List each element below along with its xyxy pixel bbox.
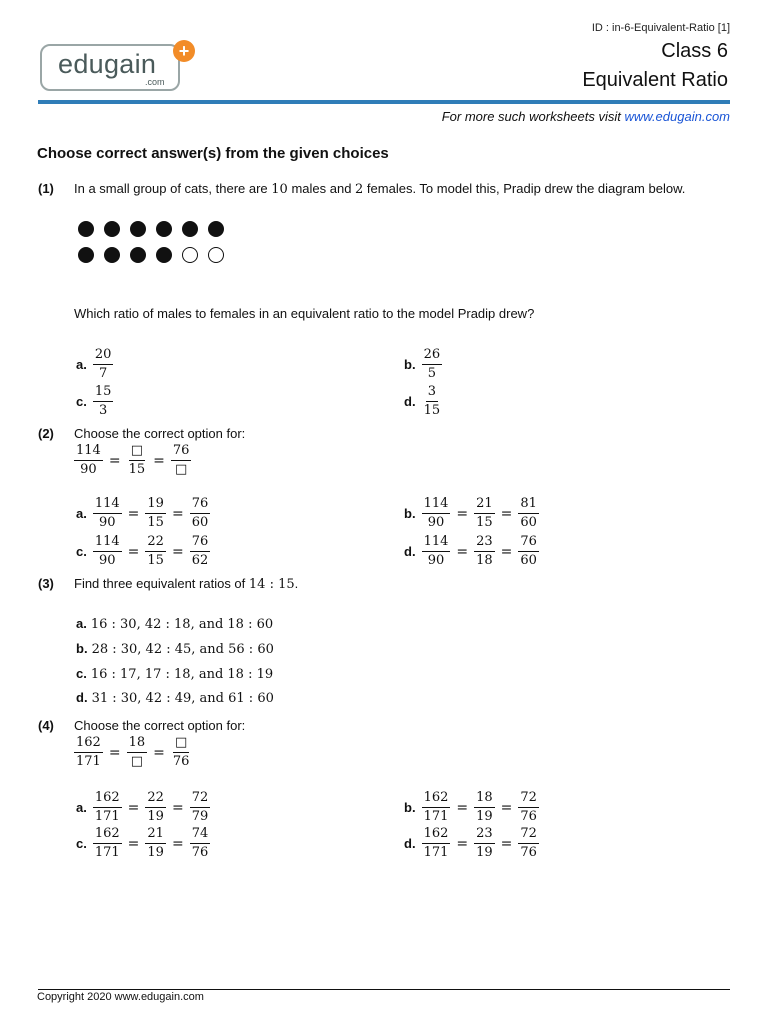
- denominator: 90: [80, 462, 97, 477]
- numerator: 114: [74, 443, 103, 461]
- fraction: [518, 534, 539, 569]
- filled-dot: [130, 247, 146, 263]
- equals-sign: =: [153, 744, 165, 761]
- denominator: 19: [147, 809, 164, 824]
- q2-prompt-equation: [72, 443, 193, 478]
- q3-text-main: Find three equivalent ratios of: [74, 576, 249, 591]
- fraction: [518, 790, 539, 825]
- q1-males: 10: [271, 182, 288, 197]
- numerator: □: [129, 443, 145, 461]
- option-label: b.: [404, 800, 416, 815]
- numerator: 15: [93, 384, 114, 402]
- option-label: c.: [76, 394, 87, 409]
- numerator: 72: [518, 790, 539, 808]
- denominator: 171: [423, 809, 449, 824]
- equals-sign: =: [127, 799, 140, 816]
- denominator: 90: [98, 515, 116, 530]
- filled-dot: [78, 247, 94, 263]
- option-label: c.: [76, 666, 87, 681]
- q3-number: (3): [38, 576, 54, 591]
- denominator: □: [130, 754, 143, 769]
- fraction: [190, 826, 211, 861]
- equals-sign: =: [127, 543, 140, 560]
- denominator: 60: [520, 515, 537, 530]
- option-label: b.: [404, 357, 416, 372]
- denominator: 60: [520, 553, 537, 568]
- fraction: [190, 496, 211, 531]
- denominator: 60: [191, 515, 209, 530]
- fraction: [145, 534, 166, 569]
- logo-wordmark: edugain: [58, 49, 157, 79]
- class-title: Class 6: [661, 40, 728, 62]
- numerator: 21: [474, 496, 495, 514]
- document-id: ID : in-6-Equivalent-Ratio [1]: [591, 22, 730, 34]
- denominator: 15: [147, 515, 164, 530]
- fraction: [74, 735, 103, 770]
- equals-sign: =: [171, 835, 184, 852]
- q1-text-c: females. To model this, Pradip drew the diagram below.: [363, 181, 686, 196]
- fraction: [422, 826, 451, 861]
- q1-option-c[interactable]: [76, 384, 115, 419]
- q2-option-d[interactable]: [404, 534, 541, 569]
- option-label: d.: [404, 836, 416, 851]
- q1-text-a: In a small group of cats, there are: [74, 181, 272, 196]
- denominator: 90: [98, 553, 116, 568]
- empty-dot: [208, 247, 224, 263]
- option-label: b.: [404, 506, 416, 521]
- denominator: 19: [147, 845, 164, 860]
- denominator: 18: [476, 553, 493, 568]
- plus-icon: +: [173, 40, 195, 62]
- numerator: 76: [518, 534, 539, 552]
- option-label: d.: [404, 394, 416, 409]
- fraction: [190, 790, 211, 825]
- equals-sign: =: [108, 744, 121, 761]
- option-label: c.: [76, 544, 87, 559]
- numerator: 162: [93, 826, 122, 844]
- fraction: [171, 443, 192, 478]
- q1-females: 2: [355, 182, 364, 197]
- denominator: 15: [147, 553, 164, 568]
- numerator: 23: [474, 826, 495, 844]
- denominator: 5: [427, 366, 436, 381]
- filled-dot: [78, 221, 94, 237]
- numerator: 162: [422, 826, 451, 844]
- denominator: 62: [191, 553, 209, 568]
- header-divider: [38, 100, 730, 104]
- numerator: 114: [93, 496, 122, 514]
- option-ratios: 16 : 30, 42 : 18, and 18 : 60: [90, 617, 274, 632]
- denominator: 76: [172, 754, 190, 769]
- fraction: [474, 534, 495, 569]
- denominator: 76: [520, 809, 537, 824]
- numerator: 162: [422, 790, 451, 808]
- numerator: 18: [474, 790, 495, 808]
- numerator: 3: [426, 384, 438, 402]
- denominator: 15: [423, 403, 441, 418]
- numerator: 162: [74, 735, 103, 753]
- filled-dot: [156, 247, 172, 263]
- numerator: 21: [145, 826, 166, 844]
- denominator: 3: [98, 403, 108, 418]
- numerator: □: [173, 735, 189, 753]
- denominator: 171: [94, 845, 120, 860]
- option-label: d.: [404, 544, 416, 559]
- q2-option-b[interactable]: [404, 496, 541, 531]
- numerator: 26: [422, 347, 443, 365]
- fraction: [145, 826, 166, 861]
- option-ratios: 31 : 30, 42 : 49, and 61 : 60: [91, 691, 274, 706]
- equals-sign: =: [456, 543, 469, 560]
- filled-dot: [130, 221, 146, 237]
- option-ratios: 16 : 17, 17 : 18, and 18 : 19: [90, 667, 274, 682]
- topic-title: Equivalent Ratio: [582, 69, 728, 91]
- q3-option-d[interactable]: [76, 690, 274, 706]
- equals-sign: =: [456, 835, 469, 852]
- fraction: [93, 826, 122, 861]
- fraction: [145, 790, 166, 825]
- fraction: [171, 735, 192, 770]
- fraction: [518, 496, 539, 531]
- numerator: 162: [93, 790, 122, 808]
- numerator: 23: [474, 534, 495, 552]
- numerator: 19: [145, 496, 166, 514]
- equals-sign: =: [500, 543, 513, 560]
- q1-option-b[interactable]: [404, 347, 444, 382]
- q3-text: [74, 576, 298, 592]
- q2-option-c[interactable]: [76, 534, 212, 569]
- filled-dot: [104, 247, 120, 263]
- q2-option-a[interactable]: [76, 496, 212, 531]
- numerator: 81: [518, 496, 539, 514]
- numerator: 74: [190, 826, 211, 844]
- q4-option-c[interactable]: [76, 826, 212, 861]
- promo-link[interactable]: www.edugain.com: [624, 109, 730, 124]
- numerator: 22: [145, 534, 166, 552]
- q3-option-c[interactable]: [76, 666, 273, 682]
- filled-dot: [104, 221, 120, 237]
- promo-text: [442, 109, 730, 124]
- numerator: 76: [190, 534, 211, 552]
- fraction: [93, 790, 122, 825]
- equals-sign: =: [500, 835, 513, 852]
- fraction: [93, 496, 122, 531]
- equals-sign: =: [171, 505, 184, 522]
- numerator: 114: [422, 534, 451, 552]
- numerator: 72: [190, 790, 211, 808]
- equals-sign: =: [500, 799, 513, 816]
- q1-number: (1): [38, 181, 54, 196]
- q1-option-a[interactable]: [76, 347, 115, 382]
- denominator: □: [174, 462, 188, 477]
- numerator: 76: [171, 443, 192, 461]
- promo-prefix: For more such worksheets visit: [441, 109, 625, 124]
- denominator: 90: [427, 515, 445, 530]
- option-label: a.: [76, 506, 87, 521]
- fraction: [145, 496, 166, 531]
- numerator: 72: [518, 826, 539, 844]
- denominator: 15: [476, 515, 493, 530]
- option-label: b.: [76, 641, 88, 656]
- fraction: [127, 443, 148, 478]
- fraction: [474, 496, 495, 531]
- q4-option-a[interactable]: [76, 790, 212, 825]
- filled-dot: [208, 221, 224, 237]
- equals-sign: =: [127, 835, 140, 852]
- equals-sign: =: [108, 452, 121, 469]
- denominator: 171: [76, 754, 101, 769]
- numerator: 76: [190, 496, 211, 514]
- q1-question: Which ratio of males to females in an equivalent ratio to the model Pradip drew?: [74, 306, 535, 321]
- q4-text: Choose the correct option for:: [74, 718, 246, 733]
- denominator: 76: [520, 845, 537, 860]
- equals-sign: =: [500, 505, 513, 522]
- option-label: a.: [76, 800, 87, 815]
- numerator: 22: [145, 790, 166, 808]
- option-fraction: [422, 384, 443, 419]
- footer-divider: [38, 989, 730, 990]
- equals-sign: =: [456, 799, 469, 816]
- denominator: 90: [427, 553, 445, 568]
- denominator: 79: [191, 809, 209, 824]
- fraction: [422, 534, 451, 569]
- option-fraction: [422, 347, 443, 382]
- fraction: [422, 496, 451, 531]
- option-ratios: 28 : 30, 42 : 45, and 56 : 60: [91, 642, 274, 657]
- q3-text-end: .: [294, 576, 299, 591]
- filled-dot: [156, 221, 172, 237]
- equals-sign: =: [171, 799, 184, 816]
- numerator: 20: [93, 347, 114, 365]
- numerator: 114: [93, 534, 122, 552]
- fraction: [474, 790, 495, 825]
- denominator: 171: [94, 809, 120, 824]
- equals-sign: =: [153, 452, 165, 469]
- edugain-logo: [40, 44, 180, 91]
- q1-option-d[interactable]: [404, 384, 444, 419]
- fraction: [518, 826, 539, 861]
- denominator: 19: [476, 845, 493, 860]
- numerator: 114: [422, 496, 451, 514]
- q1-text-b: males and: [287, 181, 356, 196]
- q2-text: Choose the correct option for:: [74, 426, 246, 441]
- fraction: [422, 790, 451, 825]
- option-label: d.: [76, 690, 88, 705]
- q4-number: (4): [38, 718, 54, 733]
- fraction: [474, 826, 495, 861]
- equals-sign: =: [456, 505, 469, 522]
- q4-prompt-equation: [72, 735, 193, 770]
- option-label: a.: [76, 357, 87, 372]
- q1-dot-diagram: [78, 221, 238, 267]
- q3-option-b[interactable]: [76, 641, 274, 657]
- option-label: c.: [76, 836, 87, 851]
- option-fraction: [93, 384, 114, 419]
- denominator: 19: [476, 809, 493, 824]
- fraction: [74, 443, 103, 478]
- denominator: 15: [128, 462, 146, 477]
- denominator: 76: [191, 845, 209, 860]
- fraction: [127, 735, 148, 770]
- denominator: 7: [98, 366, 108, 381]
- fraction: [190, 534, 211, 569]
- q3-ratio: 14 : 15: [248, 577, 295, 592]
- copyright-text: Copyright 2020 www.edugain.com: [37, 991, 204, 1003]
- q2-number: (2): [38, 426, 54, 441]
- option-label: a.: [76, 616, 87, 631]
- equals-sign: =: [127, 505, 140, 522]
- empty-dot: [182, 247, 198, 263]
- equals-sign: =: [171, 543, 184, 560]
- denominator: 171: [423, 845, 449, 860]
- instructions-heading: Choose correct answer(s) from the given choices: [37, 145, 389, 162]
- numerator: 18: [127, 735, 148, 753]
- q4-option-d[interactable]: [404, 826, 541, 861]
- fraction: [93, 534, 122, 569]
- logo-com: .com: [145, 77, 165, 87]
- option-fraction: [93, 347, 114, 382]
- q3-option-a[interactable]: [76, 616, 273, 632]
- q1-text: [74, 181, 685, 197]
- filled-dot: [182, 221, 198, 237]
- q4-option-b[interactable]: [404, 790, 541, 825]
